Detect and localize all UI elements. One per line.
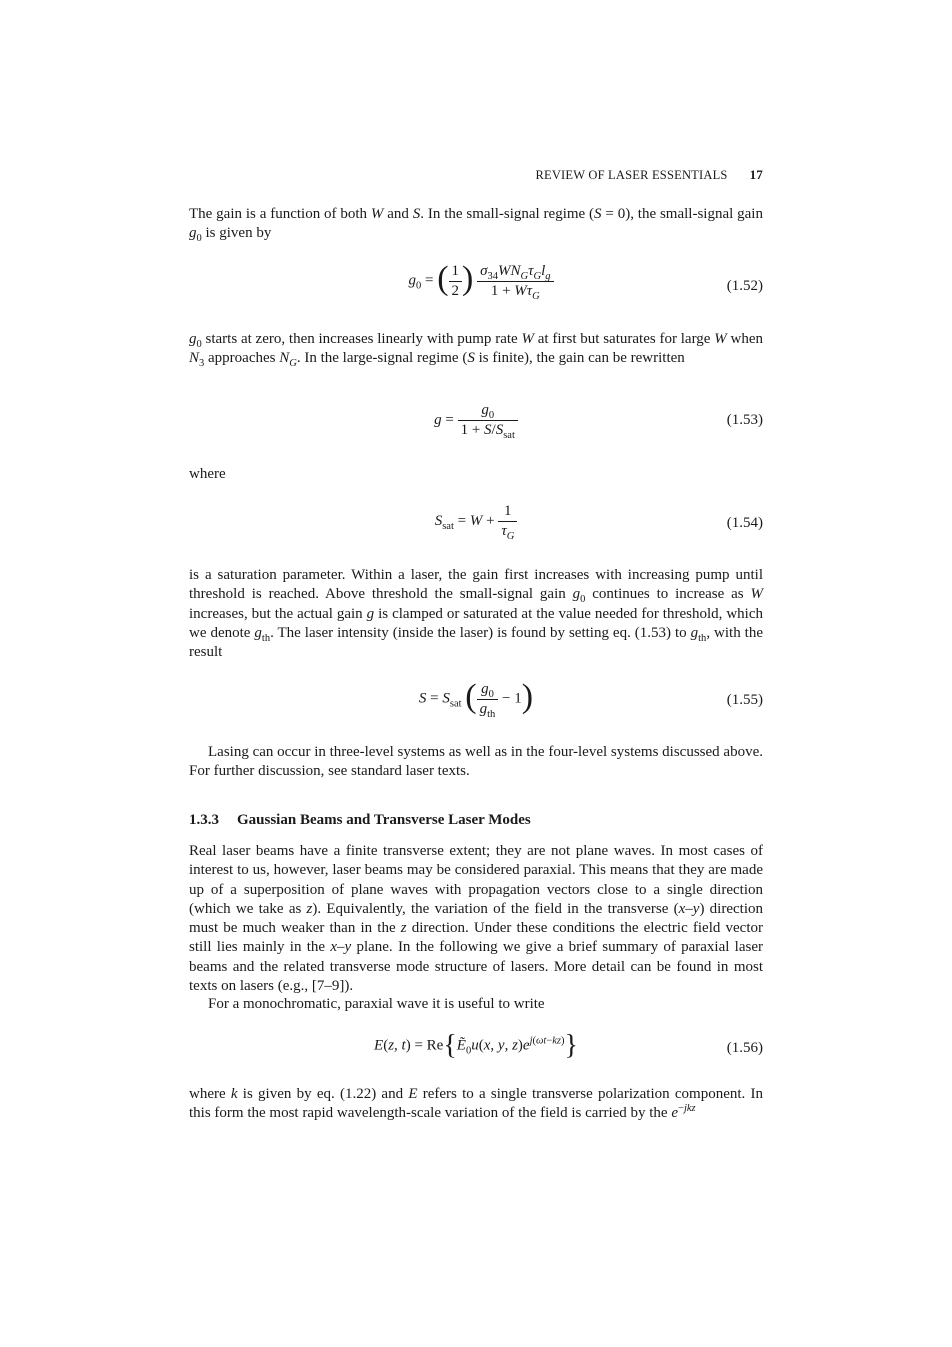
equation-number: (1.52) xyxy=(726,278,763,294)
running-head xyxy=(189,167,763,183)
equation-number: (1.53) xyxy=(726,412,763,428)
paragraph-gain-function: The gain is a function of both W and S. In the small-signal regime (S = 0), the small-signal gain $g_0$ is given by xyxy=(189,206,763,245)
page-number: 17 xyxy=(749,167,763,182)
equation-1-53: g = $\frac{g_0}{1 + S/S_{sat}}$ (1.53) xyxy=(434,402,763,441)
section-title: Gaussian Beams and Transverse Laser Modes xyxy=(237,812,531,828)
section-heading xyxy=(189,812,763,829)
paragraph-real-laser-beams: Real laser beams have a finite transverse extent; they are not plane waves. In most cases of interest to us, however, laser beams may be considered paraxial. This means that they are made up of a superposition of plane waves with propagation vectors close to a single direction (which we take as z). Equivalently, the variation of the field in the transverse (x–y) direction must be much weaker than in the z direction. Under these conditions the electric field vector still lies mainly in the x–y plane. In the following we give a brief summary of paraxial laser beams and the related transverse mode structure of lasers. More detail can be found in most texts on lasers (e.g., [7–9]). xyxy=(189,843,763,995)
equation-1-52: $g_0$ = ( $\frac{1}{2}$ ) $\frac{\sigma_{34}WN_G\tau_Gl_g}{1 + W\tau_G}$ (1.52) xyxy=(408,260,763,302)
equation-1-54: $S_{sat} = W$ + $\frac{1}{\tau_G}$ (1.54) xyxy=(434,503,763,542)
running-head-title: REVIEW OF LASER ESSENTIALS xyxy=(535,168,728,182)
equation-number: (1.55) xyxy=(726,692,763,708)
paragraph-saturation: is a saturation parameter. Within a laser, the gain first increases with increasing pump until threshold is reached. Above threshold the small-signal gain $g_0$ continues to increase as W increases, but the actual gain g is clamped or saturated at the value needed for threshold, which we denote $g_{th}$. The laser intensity (inside the laser) is found by setting eq. (1.53) to $g_{th}$, with the result xyxy=(189,567,764,661)
equation-1-55: $S = S_{sat}$ ( $\frac{g_0}{g_{th}}$ − 1) (1.55) xyxy=(418,678,763,720)
equation-1-56: E(z, t) = Re{Ẽ$_0$u(x, y, $z)e^{j(\omega t-kz)}$} (1.56) xyxy=(374,1030,763,1061)
paragraph-g0-pump: $g_0$ starts at zero, then increases linearly with pump rate W at first but saturates for large W when $N_3$ approaches $N_G$. In the large-signal regime (S is finite), the gain can be rewritten xyxy=(189,331,763,370)
paragraph-where-k: where k is given by eq. (1.22) and E refers to a single transverse polarization component. In this form the most rapid wavelength-scale variation of the field is carried by the $e^{-jkz}$ xyxy=(189,1086,763,1122)
section-number: 1.3.3 xyxy=(189,812,219,828)
equation-number: (1.54) xyxy=(726,515,763,531)
paragraph-where: where xyxy=(189,466,226,482)
paragraph-lasing: Lasing can occur in three-level systems as well as in the four-level systems discussed above. For further discussion, see standard laser texts. xyxy=(189,744,763,780)
paragraph-monochromatic: For a monochromatic, paraxial wave it is useful to write xyxy=(208,996,545,1012)
equation-number: (1.56) xyxy=(726,1040,763,1056)
